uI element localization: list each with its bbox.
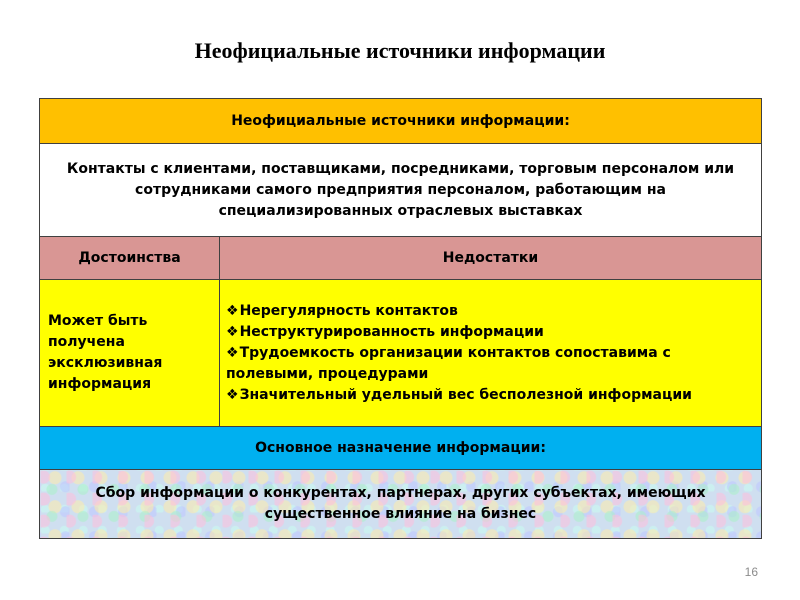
disadvantages-list: [226, 301, 755, 406]
advantages-label: Достоинства: [40, 237, 220, 280]
purpose-label-cell: Основное назначение информации:: [40, 427, 762, 470]
table-header-row: [40, 99, 762, 144]
page-number: 16: [744, 565, 758, 579]
pros-cons-row: [40, 280, 762, 427]
list-item: [226, 322, 755, 343]
slide-title: Неофициальные источники информации: [194, 38, 606, 63]
purpose-label-row: [40, 427, 762, 470]
list-item-text: Трудоемкость организации контактов сопоставима с полевыми, процедурами: [226, 344, 671, 382]
purpose-text-row: [40, 470, 762, 539]
description-row: [40, 144, 762, 237]
list-item: [226, 385, 755, 406]
sources-table: [39, 98, 762, 539]
column-labels-row: [40, 237, 762, 280]
diamond-bullet-icon: ❖: [226, 386, 239, 403]
list-item-text: Значительный удельный вес бесполезной информации: [239, 386, 692, 403]
diamond-bullet-icon: ❖: [226, 302, 239, 319]
diamond-bullet-icon: ❖: [226, 323, 239, 340]
list-item: [226, 343, 755, 385]
purpose-text-cell: Сбор информации о конкурентах, партнерах, других субъектах, имеющих существенное влияние на бизнес: [40, 470, 762, 539]
diamond-bullet-icon: ❖: [226, 344, 239, 361]
list-item-text: Нерегулярность контактов: [239, 302, 458, 319]
disadvantages-cell: [220, 280, 762, 427]
disadvantages-label: Недостатки: [220, 237, 762, 280]
list-item-text: Неструктурированность информации: [239, 323, 544, 340]
list-item: [226, 301, 755, 322]
description-cell: Контакты с клиентами, поставщиками, посредниками, торговым персоналом или сотрудниками самого предприятия персоналом, работающим на специализированных отраслевых выставках: [40, 144, 762, 237]
advantages-cell: Может быть получена эксклюзивная информация: [40, 280, 220, 427]
table-header-cell: Неофициальные источники информации:: [40, 99, 762, 144]
